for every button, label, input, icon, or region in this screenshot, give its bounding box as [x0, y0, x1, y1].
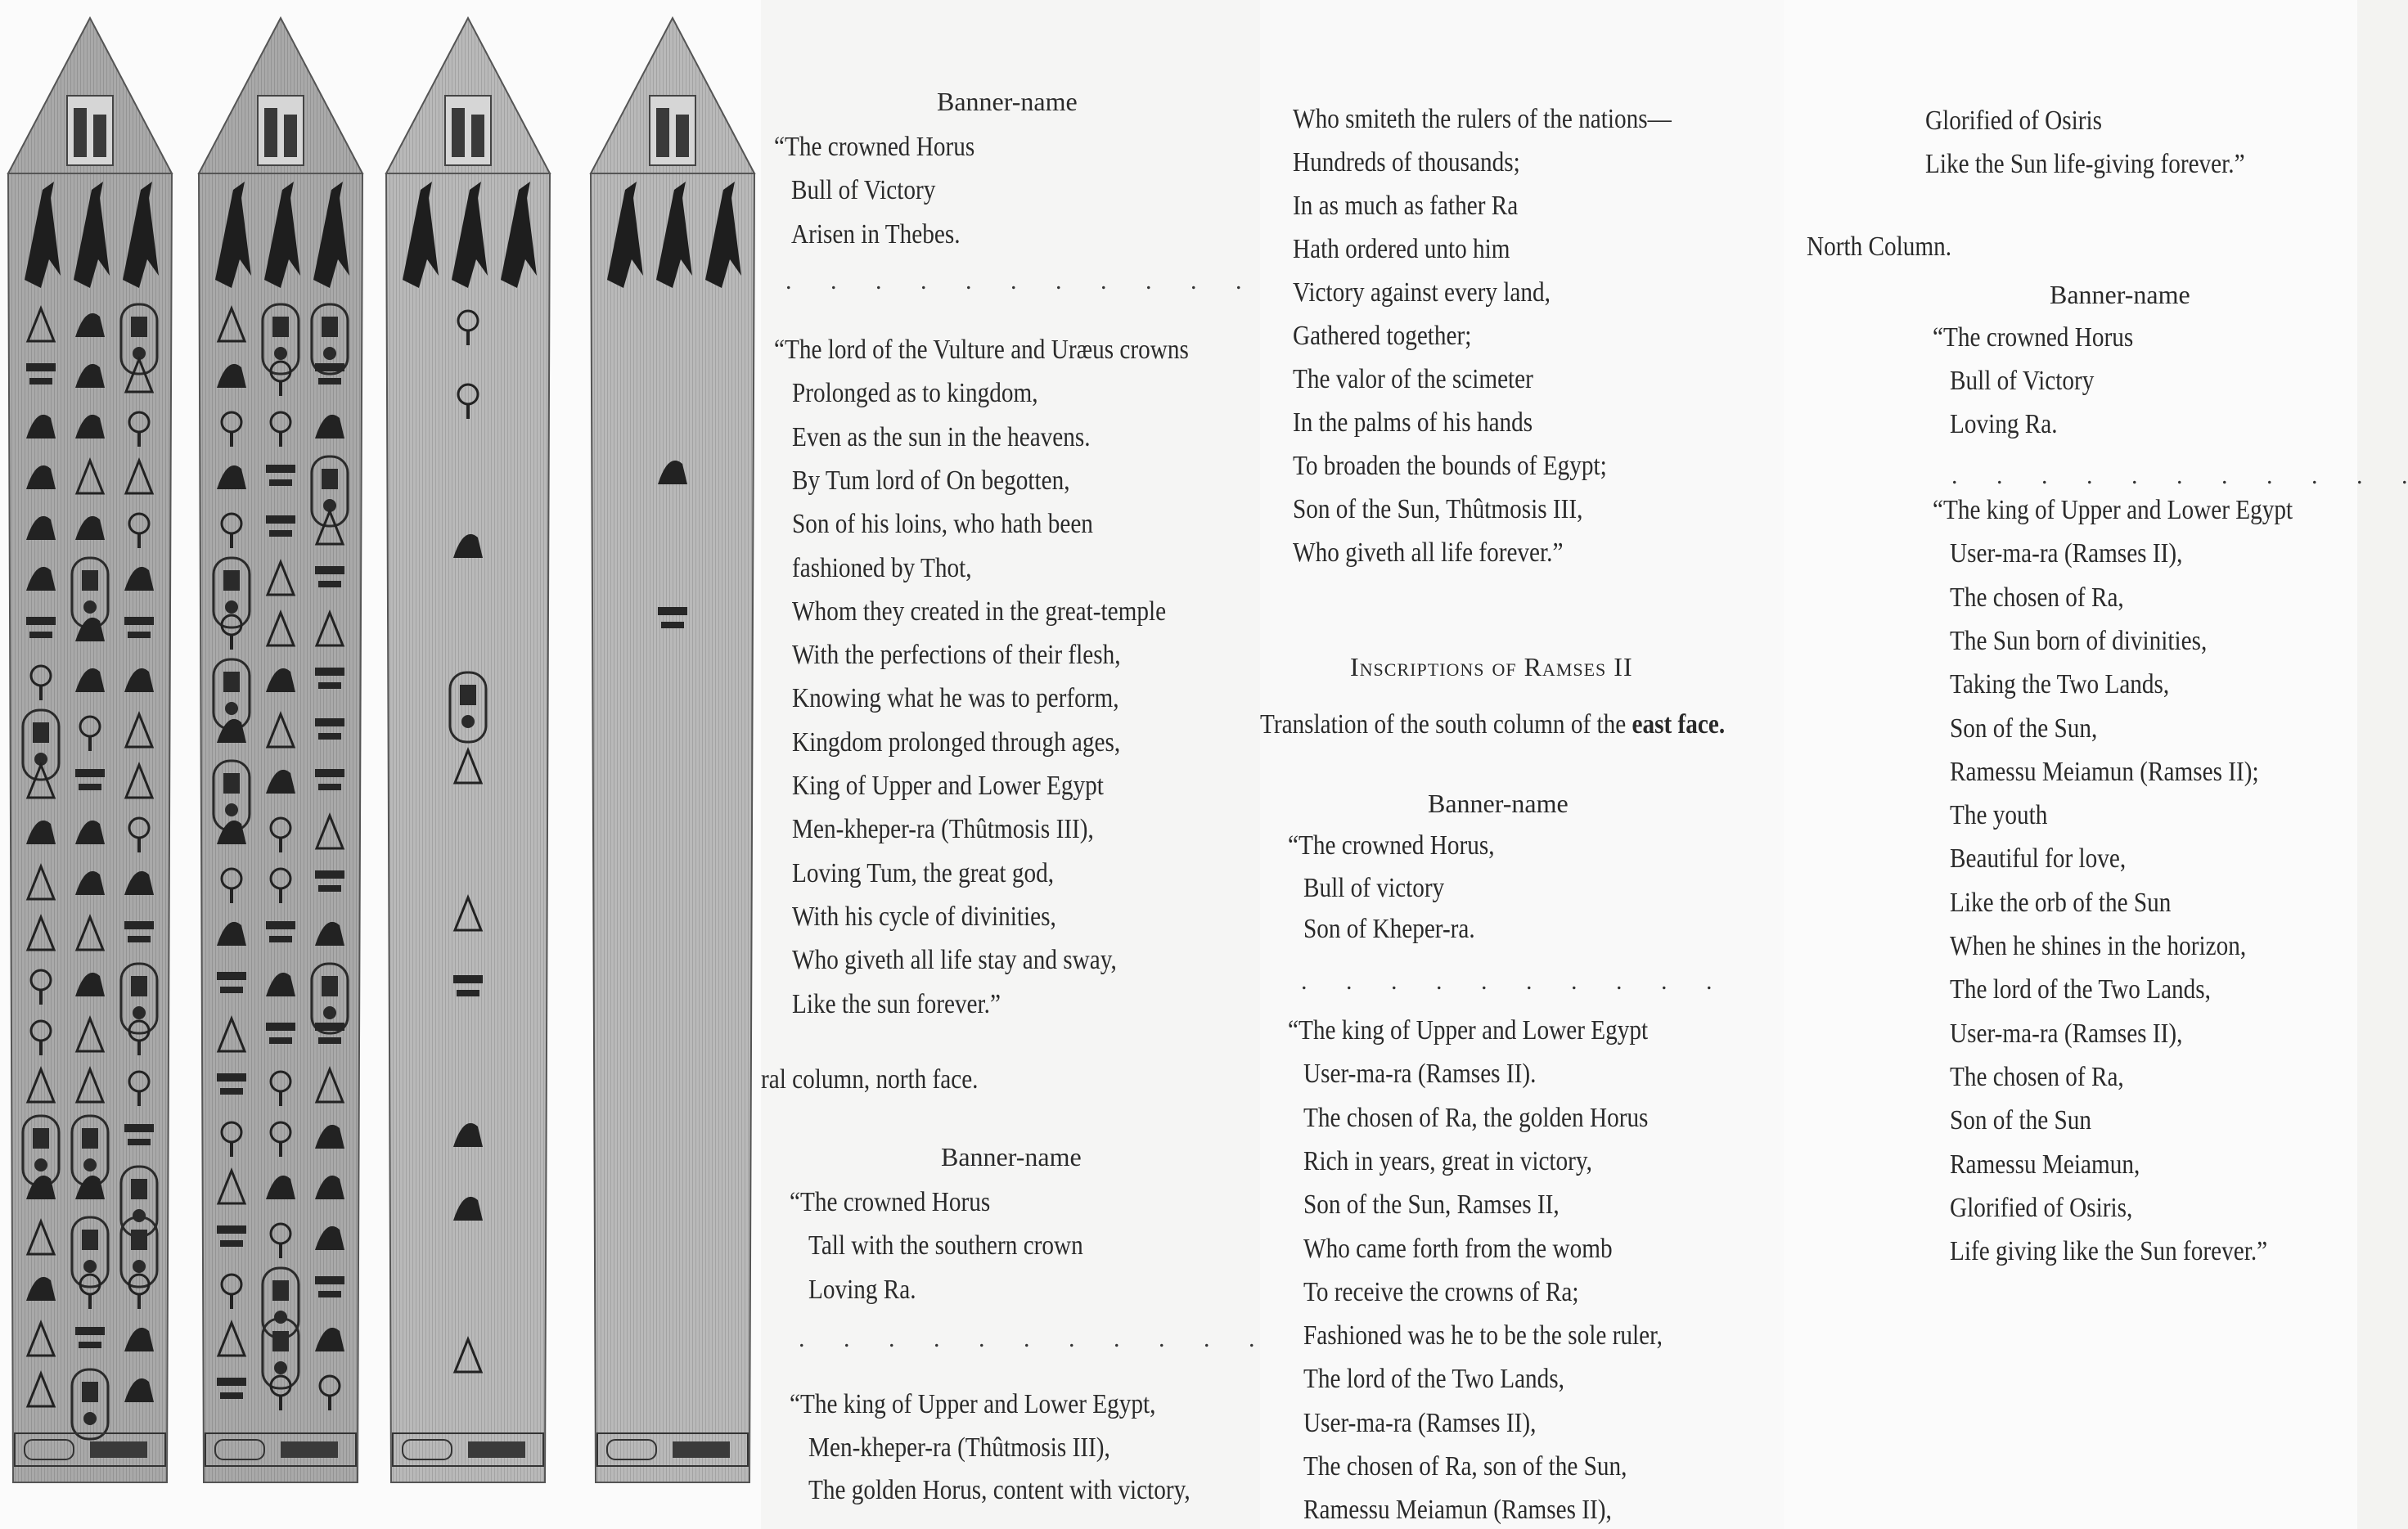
- translation-caption-bold: east face.: [1632, 709, 1726, 740]
- verse-line: The lord of the Two Lands,: [1950, 974, 2211, 1005]
- verse-line: To broaden the bounds of Egypt;: [1293, 451, 1607, 481]
- verse-line: Bull of Victory: [791, 175, 936, 205]
- translation-caption-text: Translation of the south column of the: [1260, 709, 1627, 740]
- verse-line: Bull of victory: [1303, 873, 1445, 903]
- verse-line: Hundreds of thousands;: [1293, 147, 1520, 178]
- obelisk-illustrations: [0, 0, 761, 1529]
- verse-line: Loving Ra.: [1950, 409, 2058, 439]
- verse-line: The Sun born of divinities,: [1950, 625, 2208, 656]
- verse-line: Gathered together;: [1293, 321, 1472, 351]
- inscriptions-title: Inscriptions of Ramses II: [1350, 652, 1633, 681]
- ellipsis-row: . . . . . . . . . . .: [799, 1325, 1255, 1352]
- verse-line: Arisen in Thebes.: [791, 219, 961, 250]
- verse-line: fashioned by Thot,: [792, 552, 972, 583]
- verse-line: The chosen of Ra,: [1950, 582, 2124, 613]
- verse-line: By Tum lord of On begotten,: [792, 465, 1070, 496]
- verse-line: Taking the Two Lands,: [1950, 669, 2170, 700]
- verse-line: In as much as father Ra: [1293, 191, 1519, 221]
- translation-caption: [1260, 708, 1725, 741]
- verse-line: User-ma-ra (Ramses II),: [1950, 1018, 2183, 1049]
- banner-name-heading: Banner-name: [941, 1142, 1082, 1171]
- verse-line: The valor of the scimeter: [1293, 364, 1533, 394]
- verse-line: “The crowned Horus,: [1288, 830, 1495, 861]
- verse-line: The lord of the Two Lands,: [1303, 1364, 1564, 1395]
- verse-line: Like the Sun life-giving forever.”: [1925, 149, 2245, 179]
- verse-line: Rich in years, great in victory,: [1303, 1145, 1592, 1176]
- verse-line: “The crowned Horus: [1933, 322, 2134, 353]
- section-label: ral column, north face.: [761, 1064, 979, 1095]
- verse-line: “The king of Upper and Lower Egypt: [1288, 1015, 1649, 1046]
- text-panel-left: [761, 0, 1260, 1529]
- verse-line: With his cycle of divinities,: [792, 901, 1056, 932]
- verse-line: Beautiful for love,: [1950, 843, 2127, 875]
- verse-line: Hath ordered unto him: [1293, 234, 1510, 264]
- obelisk-face-1: [8, 18, 172, 1491]
- banner-name-heading: Banner-name: [2050, 280, 2190, 309]
- verse-line: Victory against every land,: [1293, 277, 1551, 308]
- verse-line: The chosen of Ra, son of the Sun,: [1303, 1451, 1627, 1482]
- verse-line: The youth: [1950, 800, 2048, 831]
- north-column-label: North Column.: [1807, 232, 1952, 262]
- verse-line: The golden Horus, content with victory,: [808, 1475, 1190, 1505]
- verse-line: The chosen of Ra,: [1950, 1061, 2124, 1092]
- verse-line: Life giving like the Sun forever.”: [1950, 1236, 2268, 1267]
- verse-line: Son of Kheper-ra.: [1303, 914, 1475, 944]
- verse-line: King of Upper and Lower Egypt: [792, 771, 1104, 801]
- verse-line: Bull of Victory: [1950, 366, 2095, 396]
- obelisk-drawing: [386, 18, 550, 1491]
- verse-line: “The king of Upper and Lower Egypt: [1933, 495, 2293, 525]
- verse-line: Son of the Sun,: [1950, 713, 2098, 744]
- obelisk-face-2: [199, 18, 362, 1491]
- obelisk-drawing: [8, 18, 172, 1491]
- verse-line: Son of his loins, who hath been: [792, 509, 1093, 540]
- verse-line: Knowing what he was to perform,: [792, 683, 1119, 714]
- verse-line: Prolonged as to kingdom,: [792, 378, 1038, 409]
- verse-line: “The crowned Horus: [774, 132, 975, 162]
- obelisk-drawing: [591, 18, 754, 1491]
- verse-line: User-ma-ra (Ramses II).: [1303, 1059, 1537, 1090]
- ellipsis-row: . . . . . . . . . . .: [1951, 462, 2408, 489]
- verse-line: “The king of Upper and Lower Egypt,: [790, 1389, 1156, 1419]
- ellipsis-row: . . . . . . . . . .: [1301, 968, 1713, 995]
- verse-line: Like the orb of the Sun: [1950, 887, 2172, 918]
- banner-name-heading: Banner-name: [937, 87, 1078, 116]
- banner-name-heading: Banner-name: [1428, 789, 1569, 818]
- verse-line: Son of the Sun: [1950, 1105, 2092, 1136]
- text-panel-middle: [1260, 0, 1784, 1529]
- obelisk-drawing: [199, 18, 362, 1491]
- verse-line: User-ma-ra (Ramses II),: [1950, 538, 2183, 569]
- verse-line: Ramessu Meiamun,: [1950, 1149, 2140, 1180]
- verse-line: Glorified of Osiris: [1925, 106, 2103, 136]
- verse-line: Men-kheper-ra (Thûtmosis III),: [808, 1432, 1110, 1463]
- verse-line: Son of the Sun, Thûtmosis III,: [1293, 494, 1583, 524]
- verse-line: Men-kheper-ra (Thûtmosis III),: [792, 814, 1094, 845]
- shaft: [591, 173, 754, 1482]
- verse-line: “The crowned Horus: [790, 1187, 991, 1217]
- shaft: [386, 173, 550, 1482]
- verse-line: Kingdom prolonged through ages,: [792, 726, 1121, 758]
- obelisk-face-3: [386, 18, 550, 1491]
- verse-line: Glorified of Osiris,: [1950, 1192, 2133, 1223]
- verse-line: Who giveth all life stay and sway,: [792, 945, 1117, 976]
- verse-line: “The lord of the Vulture and Uræus crowns: [774, 335, 1189, 365]
- verse-line: Who giveth all life forever.”: [1293, 537, 1564, 568]
- verse-line: Fashioned was he to be the sole ruler,: [1303, 1320, 1663, 1351]
- ellipsis-row: . . . . . . . . . . .: [785, 268, 1242, 295]
- verse-line: Who smiteth the rulers of the nations—: [1293, 104, 1672, 134]
- text-panel-right: [1784, 0, 2408, 1529]
- verse-line: The chosen of Ra, the golden Horus: [1303, 1102, 1649, 1133]
- verse-line: With the perfections of their flesh,: [792, 640, 1121, 671]
- verse-line: User-ma-ra (Ramses II),: [1303, 1407, 1537, 1438]
- verse-line: Ramessu Meiamun (Ramses II);: [1950, 756, 2259, 787]
- verse-line: Loving Ra.: [808, 1275, 916, 1305]
- verse-line: Tall with the southern crown: [808, 1230, 1083, 1261]
- obelisk-face-4: [591, 18, 754, 1491]
- verse-line: When he shines in the horizon,: [1950, 931, 2247, 961]
- verse-line: Ramessu Meiamun (Ramses II),: [1303, 1495, 1612, 1526]
- verse-line: Son of the Sun, Ramses II,: [1303, 1189, 1560, 1221]
- verse-line: Who came forth from the womb: [1303, 1233, 1613, 1264]
- verse-line: Even as the sun in the heavens.: [792, 421, 1091, 452]
- verse-line: Like the sun forever.”: [792, 988, 1001, 1019]
- verse-line: Loving Tum, the great god,: [792, 857, 1055, 888]
- verse-line: To receive the crowns of Ra;: [1303, 1276, 1579, 1307]
- verse-line: Whom they created in the great-temple: [792, 596, 1167, 627]
- verse-line: In the palms of his hands: [1293, 407, 1533, 438]
